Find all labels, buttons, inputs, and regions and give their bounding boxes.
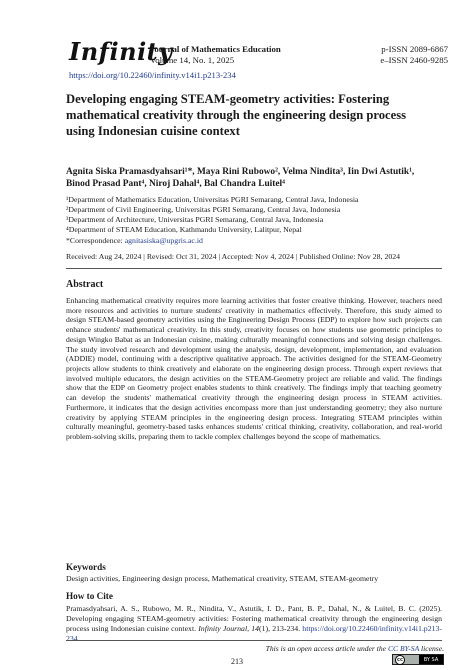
keywords-text: Design activities, Engineering design process, Mathematical creativity, STEAM, STEAM-geometry (66, 574, 379, 583)
journal-name: Journal of Mathematics Education (150, 44, 281, 54)
citation-part-1: Pramasdyahsari, A. S., Rubowo, M. R., Nindita, V., Astutik, I. D., Pant, B. P., Dahal, N., & Luitel, B. C. (2025). Developing engaging STEAM-geometry activities: Fostering mathematical creativity through the engineering design process using Indonesian cuisine context. (66, 604, 442, 633)
open-access-notice (266, 644, 444, 653)
doi-link-header[interactable]: https://doi.org/10.22460/infinity.v14i1.p213-234 (69, 70, 236, 80)
correspondence-email-link[interactable]: agnitasiska@upgris.ac.id (124, 235, 203, 245)
affiliation-3: ³Department of Architecture, Universitas PGRI Semarang, Central Java, Indonesia (66, 215, 324, 225)
license-link[interactable]: CC BY-SA (387, 644, 420, 653)
author-line-2: Binod Prasad Pant⁴, Niroj Dahal⁴, Bal Chandra Luitel⁴ (66, 179, 285, 190)
citation-text (66, 604, 442, 644)
by-sa-icon: BY SA (419, 655, 443, 664)
correspondence (66, 236, 456, 246)
affiliations (66, 195, 456, 246)
citation-journal: Infinity Journal, 14 (198, 623, 260, 633)
page-number: 213 (231, 657, 243, 666)
author-line-1: Agnita Siska Pramasdyahsari¹*, Maya Rini Rubowo², Velma Nindita³, Iin Dwi Astutik¹, (66, 167, 415, 177)
divider (66, 268, 442, 269)
footer-divider (66, 640, 442, 641)
cc-icon: cc (395, 655, 405, 665)
affiliation-1: ¹Department of Mathematics Education, Universitas PGRI Semarang, Central Java, Indonesia (66, 195, 359, 204)
oa-text: This is an open access article under the (265, 644, 388, 653)
p-issn: p-ISSN 2089-6867 (381, 44, 448, 54)
affiliation-4: ⁴Department of STEAM Education, Kathmandu University, Lalitpur, Nepal (66, 225, 302, 235)
article-dates: Received: Aug 24, 2024 | Revised: Oct 31, 2024 | Accepted: Nov 4, 2024 | Published Online: Nov 28, 2024 (66, 252, 401, 261)
abstract-text: Enhancing mathematical creativity requires more learning activities that foster creative thinking. However, teachers need more resources and activities to nurture students' creativity in mathematics effectively. Therefore, this study aimed to design STEAM-based geometry activities using the Engineering Design Process (EDP) to explore how such projects can enhance students' mathematical creativity. In this study, creativity focuses on how students use geometric principles to design Wingko Babat as an Indonesian cuisine, making culturally meaningful connections and solving design challenges. The study involved research and development using the analysis, design, development, implementation, and evaluation (ADDIE) model, continuing with a descriptive qualitative approach. The activities designed for the STEAM-Geometry projects allow students to think creatively and elaborate on the engineering design process. Through expert reviews that involved multiple educators, the design activities on the STEAM-Geometry project are reliable and valid. The findings show that the EDP on Geometry project enables students to think creatively. The findings imply that teaching geometry can develop the students' mathematical creativity through the engineering design process in STEAM activities. Furthermore, it indicates that the design activities encompass more than just understanding geometry; they also nurture creativity by applying STEAM principles in the engineering design process. Integrating STEAM principles within culturally meaningful, geometry-based tasks enhances students' critical thinking, creativity, collaboration, and real-world problem-solving skills, preparing them to tackle complex challenges beyond the scope of mathematics. (66, 296, 442, 442)
abstract-heading: Abstract (66, 279, 104, 290)
author-list (66, 166, 446, 191)
e-issn: e–ISSN 2460-9285 (380, 55, 448, 65)
journal-logo: Infinity (69, 37, 173, 66)
citation-part-2: (1), 213-234. (259, 623, 303, 633)
how-to-cite-heading: How to Cite (66, 591, 113, 601)
journal-volume: Volume 14, No. 1, 2025 (150, 55, 235, 65)
paper-title: Developing engaging STEAM-geometry activities: Fostering mathematical creativity through the engineering design process using Indonesian cuisine context (66, 92, 407, 138)
citation-doi-link[interactable]: https://doi.org/10.22460/infinity.v14i1.p213-234 (66, 623, 442, 643)
correspondence-label: *Correspondence: (66, 235, 125, 245)
affiliation-2: ²Department of Civil Engineering, Universitas PGRI Semarang, Central Java, Indonesia (66, 205, 341, 215)
keywords-heading: Keywords (66, 562, 106, 572)
oa-end: license. (419, 644, 444, 653)
